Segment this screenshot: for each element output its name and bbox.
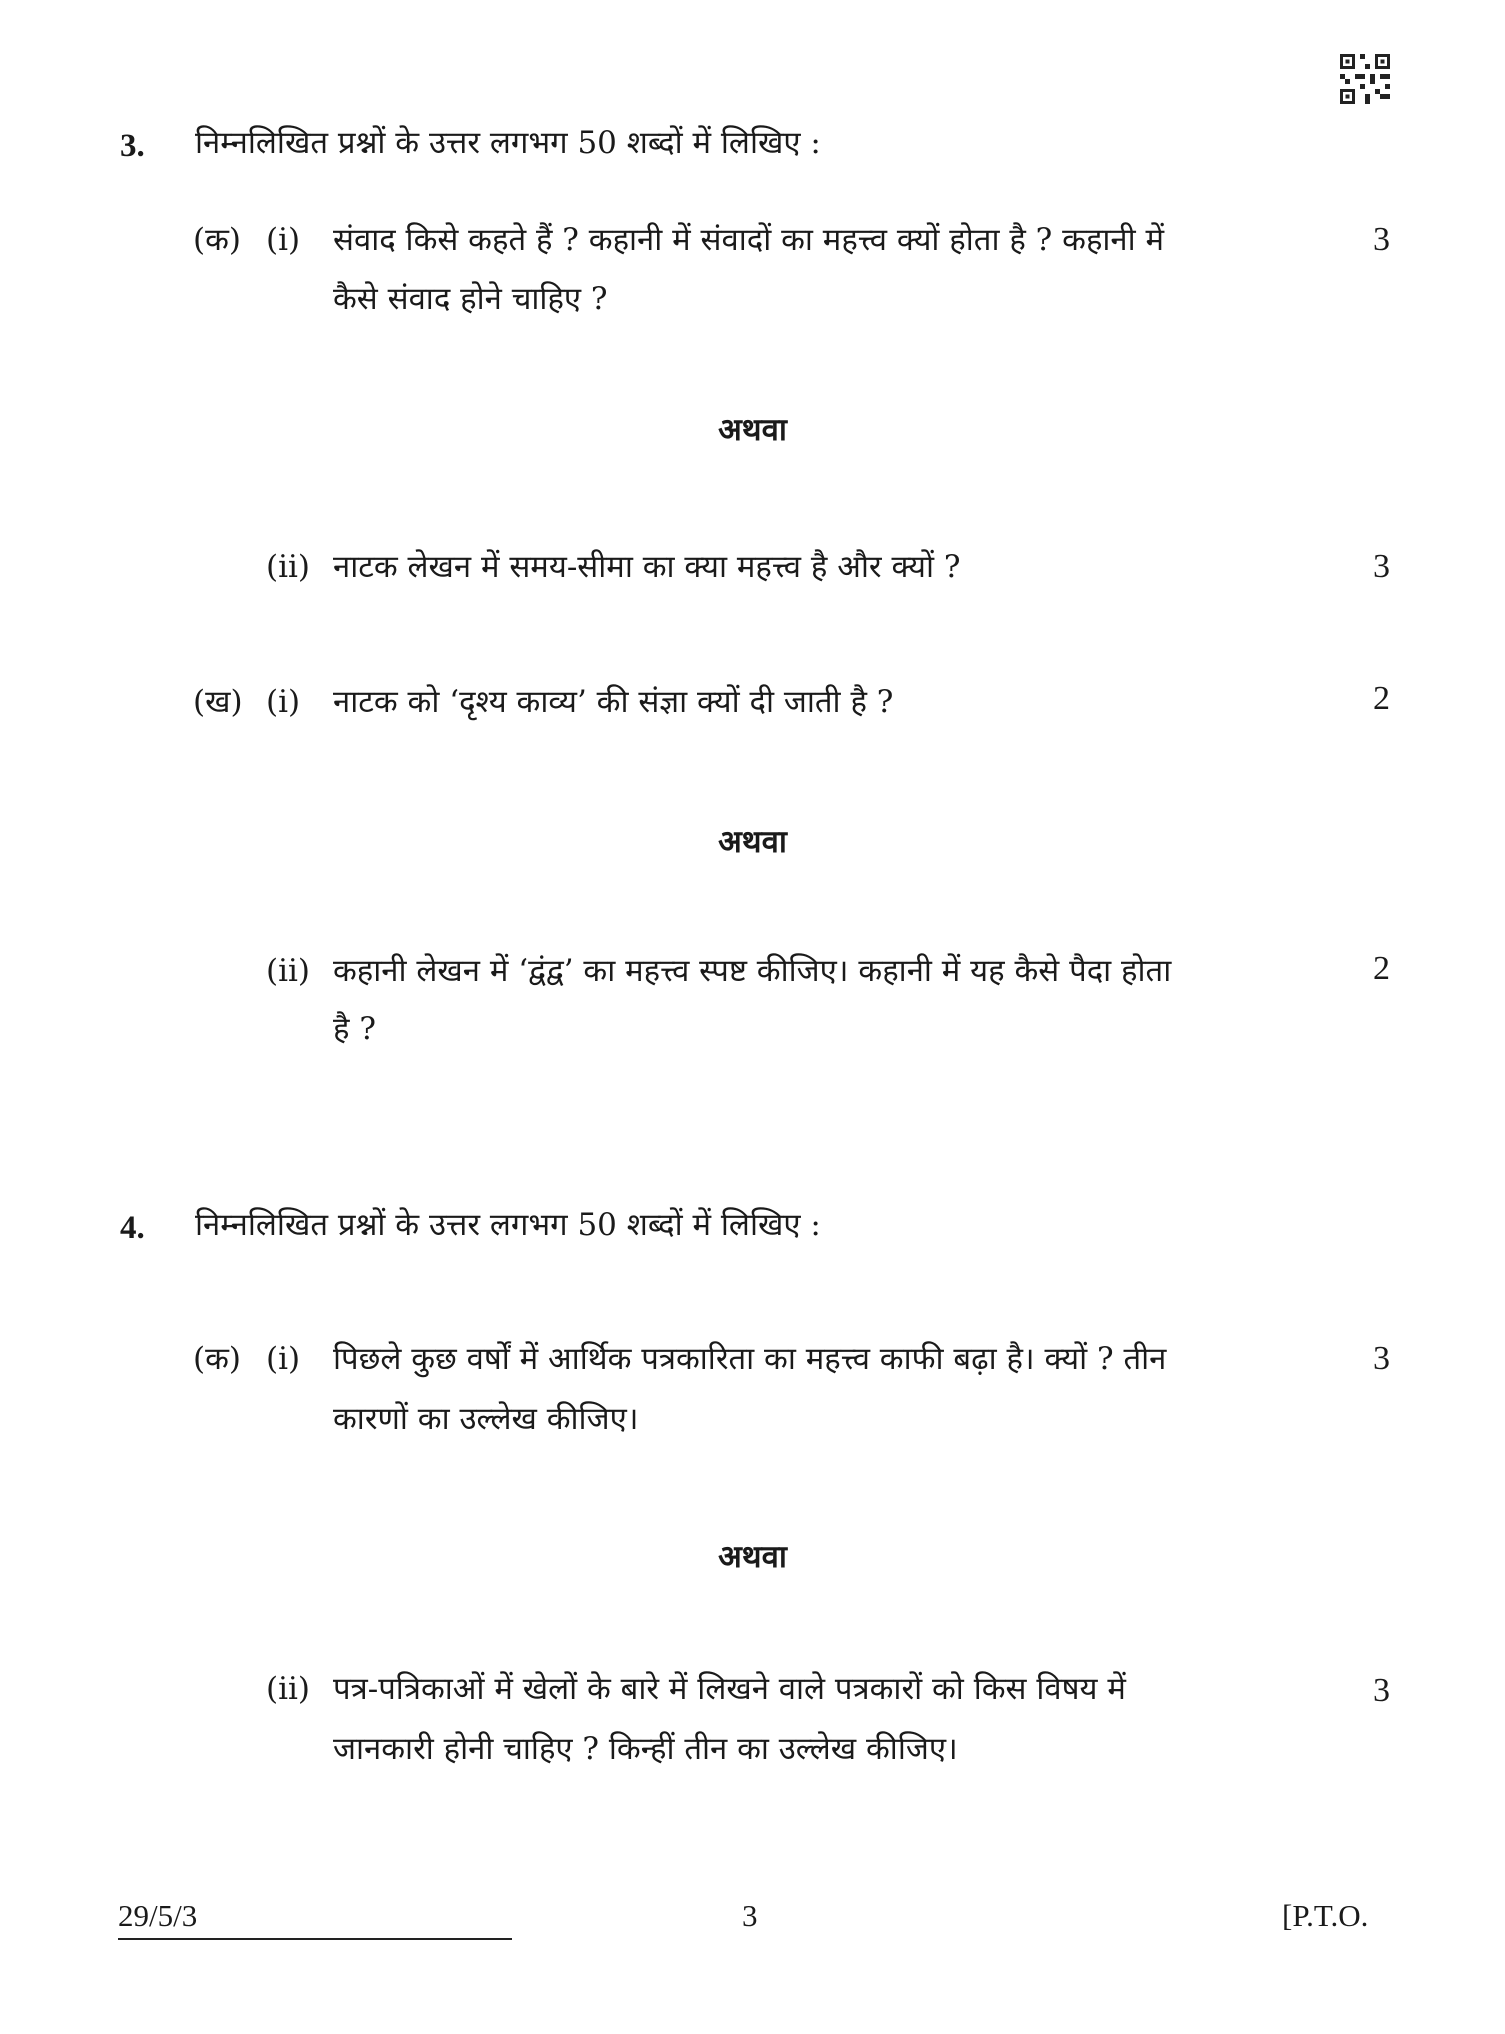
footer-rule (118, 1938, 512, 1940)
question-3-ka-i-line-1: संवाद किसे कहते हैं ? कहानी में संवादों का महत्त्व क्यों होता है ? कहानी में (333, 222, 1165, 258)
question-3-kha-i-label: (i) (266, 684, 301, 720)
question-3-part-ka-label: (क) (193, 222, 241, 258)
question-4-ka-ii-marks: 3 (1373, 1672, 1390, 1709)
question-3-kha-ii-line-1: कहानी लेखन में ‘द्वंद्व’ का महत्त्व स्पष्ट कीजिए। कहानी में यह कैसे पैदा होता (333, 953, 1172, 989)
question-4-part-ka-label: (क) (193, 1341, 241, 1377)
question-4-ka-ii-line-1: पत्र-पत्रिकाओं में खेलों के बारे में लिखने वाले पत्रकारों को किस विषय में (333, 1671, 1126, 1707)
question-3-instruction: निम्नलिखित प्रश्नों के उत्तर लगभग 50 शब्दों में लिखिए : (195, 125, 821, 161)
question-3-ka-i-label: (i) (266, 222, 301, 258)
question-3-kha-i-marks: 2 (1373, 680, 1390, 717)
question-4-number: 4. (120, 1210, 145, 1246)
or-separator: अथवा (718, 824, 787, 860)
question-4-ka-i-label: (i) (266, 1341, 301, 1377)
question-3-part-kha-label: (ख) (193, 684, 243, 720)
question-4-ka-ii-line-2: जानकारी होनी चाहिए ? किन्हीं तीन का उल्लेख कीजिए। (333, 1731, 958, 1767)
qr-code-icon (1340, 54, 1390, 104)
question-4-ka-i-line-2: कारणों का उल्लेख कीजिए। (333, 1401, 639, 1437)
question-4-instruction: निम्नलिखित प्रश्नों के उत्तर लगभग 50 शब्दों में लिखिए : (195, 1207, 821, 1243)
question-3-ka-ii-line-1: नाटक लेखन में समय-सीमा का क्या महत्त्व है और क्यों ? (333, 549, 961, 585)
question-3-ka-ii-marks: 3 (1373, 548, 1390, 585)
pto-label: [P.T.O. (1282, 1898, 1369, 1933)
question-4-ka-i-marks: 3 (1373, 1340, 1390, 1377)
paper-code: 29/5/3 (118, 1898, 198, 1933)
question-4-ka-i-line-1: पिछले कुछ वर्षों में आर्थिक पत्रकारिता का महत्त्व काफी बढ़ा है। क्यों ? तीन (333, 1341, 1167, 1377)
question-3-kha-ii-label: (ii) (266, 953, 311, 989)
or-separator: अथवा (718, 412, 787, 448)
question-3-ka-ii-label: (ii) (266, 549, 311, 585)
question-3-kha-ii-marks: 2 (1373, 950, 1390, 987)
page-number: 3 (742, 1898, 758, 1933)
question-3-number: 3. (120, 128, 145, 164)
question-4-ka-ii-label: (ii) (266, 1671, 311, 1707)
question-3-ka-i-marks: 3 (1373, 221, 1390, 258)
question-3-ka-i-line-2: कैसे संवाद होने चाहिए ? (333, 281, 608, 317)
or-separator: अथवा (718, 1539, 787, 1575)
question-3-kha-i-line-1: नाटक को ‘दृश्य काव्य’ की संज्ञा क्यों दी जाती है ? (333, 684, 894, 720)
question-3-kha-ii-line-2: है ? (333, 1011, 376, 1047)
